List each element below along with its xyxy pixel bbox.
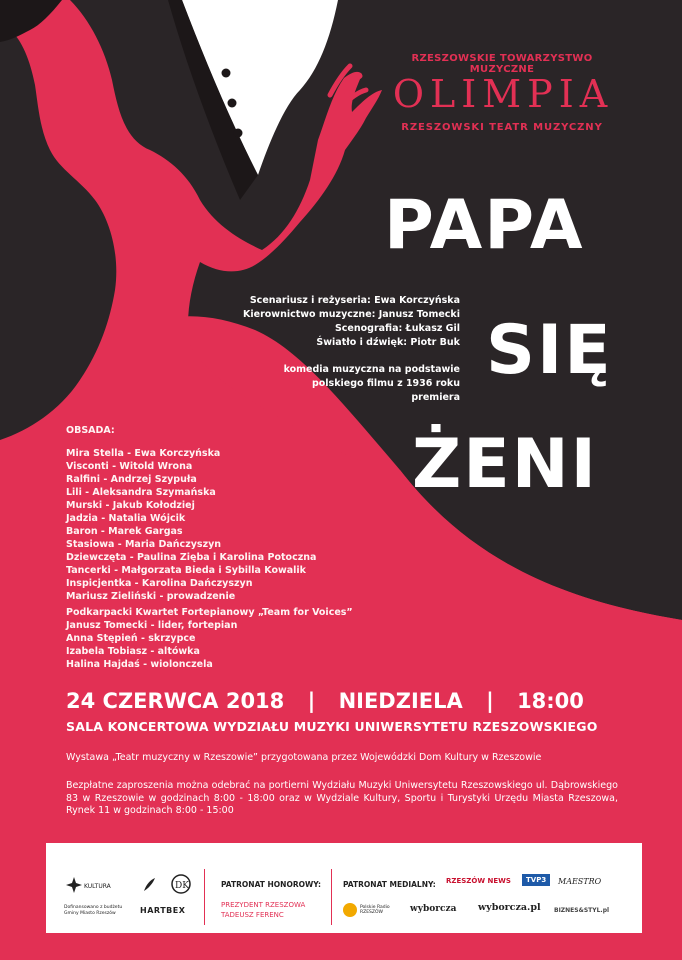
title-line-1: PAPA [384, 186, 585, 265]
event-venue: SALA KONCERTOWA WYDZIAŁU MUZYKI UNIWERSYTETU RZESZOWSKIEGO [66, 719, 598, 734]
biznes-styl-logo: BIZNES&STYL.pl [554, 907, 610, 914]
honorary-patron [221, 900, 305, 920]
society-name: RZESZOWSKIE TOWARZYSTWO MUZYCZNE [411, 53, 593, 75]
honorary-line: PREZYDENT RZESZOWA [221, 901, 306, 909]
cast-member: Visconti - Witold Wrona [66, 461, 193, 472]
cast-member: Lili - Aleksandra Szymańska [66, 487, 216, 498]
cast-member: Inspicjentka - Karolina Dańczyszyn [66, 578, 253, 589]
quartet-list [66, 606, 353, 671]
separator: | [486, 689, 494, 713]
cast-member: Baron - Marek Gargas [66, 526, 183, 537]
title-line-3: ŻENI [412, 425, 598, 504]
event-day: NIEDZIELA [338, 689, 463, 713]
event-datetime [66, 689, 626, 713]
note-line: komedia muzyczna na podstawie [283, 364, 460, 375]
honorary-heading: PATRONAT HONOROWY: [221, 880, 322, 889]
event-date: 24 CZERWCA 2018 [66, 689, 285, 713]
exhibition-note: Wystawa „Teatr muzyczny w Rzeszowie” przygotowana przez Wojewódzki Dom Kultury w Rzeszowie [66, 752, 542, 763]
credit-line: Scenariusz i reżyseria: Ewa Korczyńska [249, 295, 460, 306]
olimpia-logo: OLIMPIA [392, 72, 614, 116]
hartbex-logo: HARTBEX [140, 906, 186, 915]
quartet-member: Janusz Tomecki - lider, fortepian [66, 620, 238, 631]
svg-text:DK: DK [175, 881, 189, 891]
event-time: 18:00 [517, 689, 584, 713]
funding-line: Gminy Miasto Rzeszów [64, 911, 116, 916]
funding-line: Dofinansowano z budżetu [64, 905, 123, 910]
cast-member: Stasiowa - Maria Dańczyszyn [66, 539, 222, 550]
note-line: polskiego filmu z 1936 roku [311, 378, 460, 389]
shirt-button [222, 69, 231, 78]
quartet-heading: Podkarpacki Kwartet Fortepianowy „Team for Voices” [66, 607, 353, 618]
cast-member: Mira Stella - Ewa Korczyńska [66, 448, 221, 459]
honorary-line: TADEUSZ FERENC [221, 911, 284, 919]
credit-line: Kierownictwo muzyczne: Janusz Tomecki [243, 309, 460, 320]
shirt-button [234, 129, 243, 138]
wyborcza-pl-logo: wyborcza.pl [478, 902, 541, 913]
credit-line: Światło i dźwięk: Piotr Buk [316, 337, 460, 348]
credits [220, 294, 460, 350]
kultura-logo-text: KULTURA [84, 883, 111, 890]
footer-divider [204, 869, 205, 925]
cast-member: Murski - Jakub Kołodziej [66, 500, 195, 511]
cast-member: Dziewczęta - Paulina Zięba i Karolina Potoczna [66, 552, 317, 563]
cast-heading: OBSADA: [66, 425, 115, 436]
cast-member: Jadzia - Natalia Wójcik [66, 513, 186, 524]
cast-list [66, 424, 316, 603]
funding-note [64, 905, 122, 917]
wdk-logo-icon [170, 873, 192, 895]
media-heading: PATRONAT MEDIALNY: [343, 880, 436, 889]
quartet-member: Anna Stępień - skrzypce [66, 633, 196, 644]
cast-member: Ralfini - Andrzej Szypuła [66, 474, 197, 485]
kultura-logo-icon [66, 877, 82, 893]
quartet-member: Izabela Tobiasz - altówka [66, 646, 200, 657]
radio-logo-icon [343, 903, 357, 917]
ticket-info: Bezpłatne zaproszenia można odebrać na portierni Wydziału Muzyki Uniwersytetu Rzeszowskiego ul. Dąbrowskiego 83 w Rzeszowie w godzinach 8:00 - 18:00 oraz w Wydziale Kultury, Sportu i Turystyki Urzędu Miasta Rzeszowa, Rynek 11 w godzinach 8:00 - 15:00 [66, 780, 618, 816]
tvp3-logo: TVP3 [522, 874, 550, 886]
wyborcza-logo: wyborcza [410, 904, 457, 914]
theatre-name: RZESZOWSKI TEATR MUZYCZNY [401, 122, 603, 133]
maestro-logo: MAESTRO [558, 877, 602, 886]
title-line-2: SIĘ [486, 311, 613, 390]
sponsor-footer [46, 843, 642, 933]
credit-line: Scenografia: Łukasz Gil [334, 323, 460, 334]
separator: | [307, 689, 316, 713]
radio-logo: Polskie Radio RZESZÓW [360, 905, 390, 915]
cast-member: Mariusz Zieliński - prowadzenie [66, 591, 236, 602]
note-line: premiera [411, 392, 460, 403]
quartet-member: Halina Hajdaś - wiolonczela [66, 659, 213, 670]
rzeszow-news-logo: RZESZÓW NEWS [446, 877, 511, 885]
footer-divider [331, 869, 332, 925]
quill-logo-icon [142, 877, 156, 893]
premiere-note [270, 363, 460, 405]
shirt-button [228, 99, 237, 108]
cast-member: Tancerki - Małgorzata Bieda i Sybilla Kowalik [66, 565, 307, 576]
